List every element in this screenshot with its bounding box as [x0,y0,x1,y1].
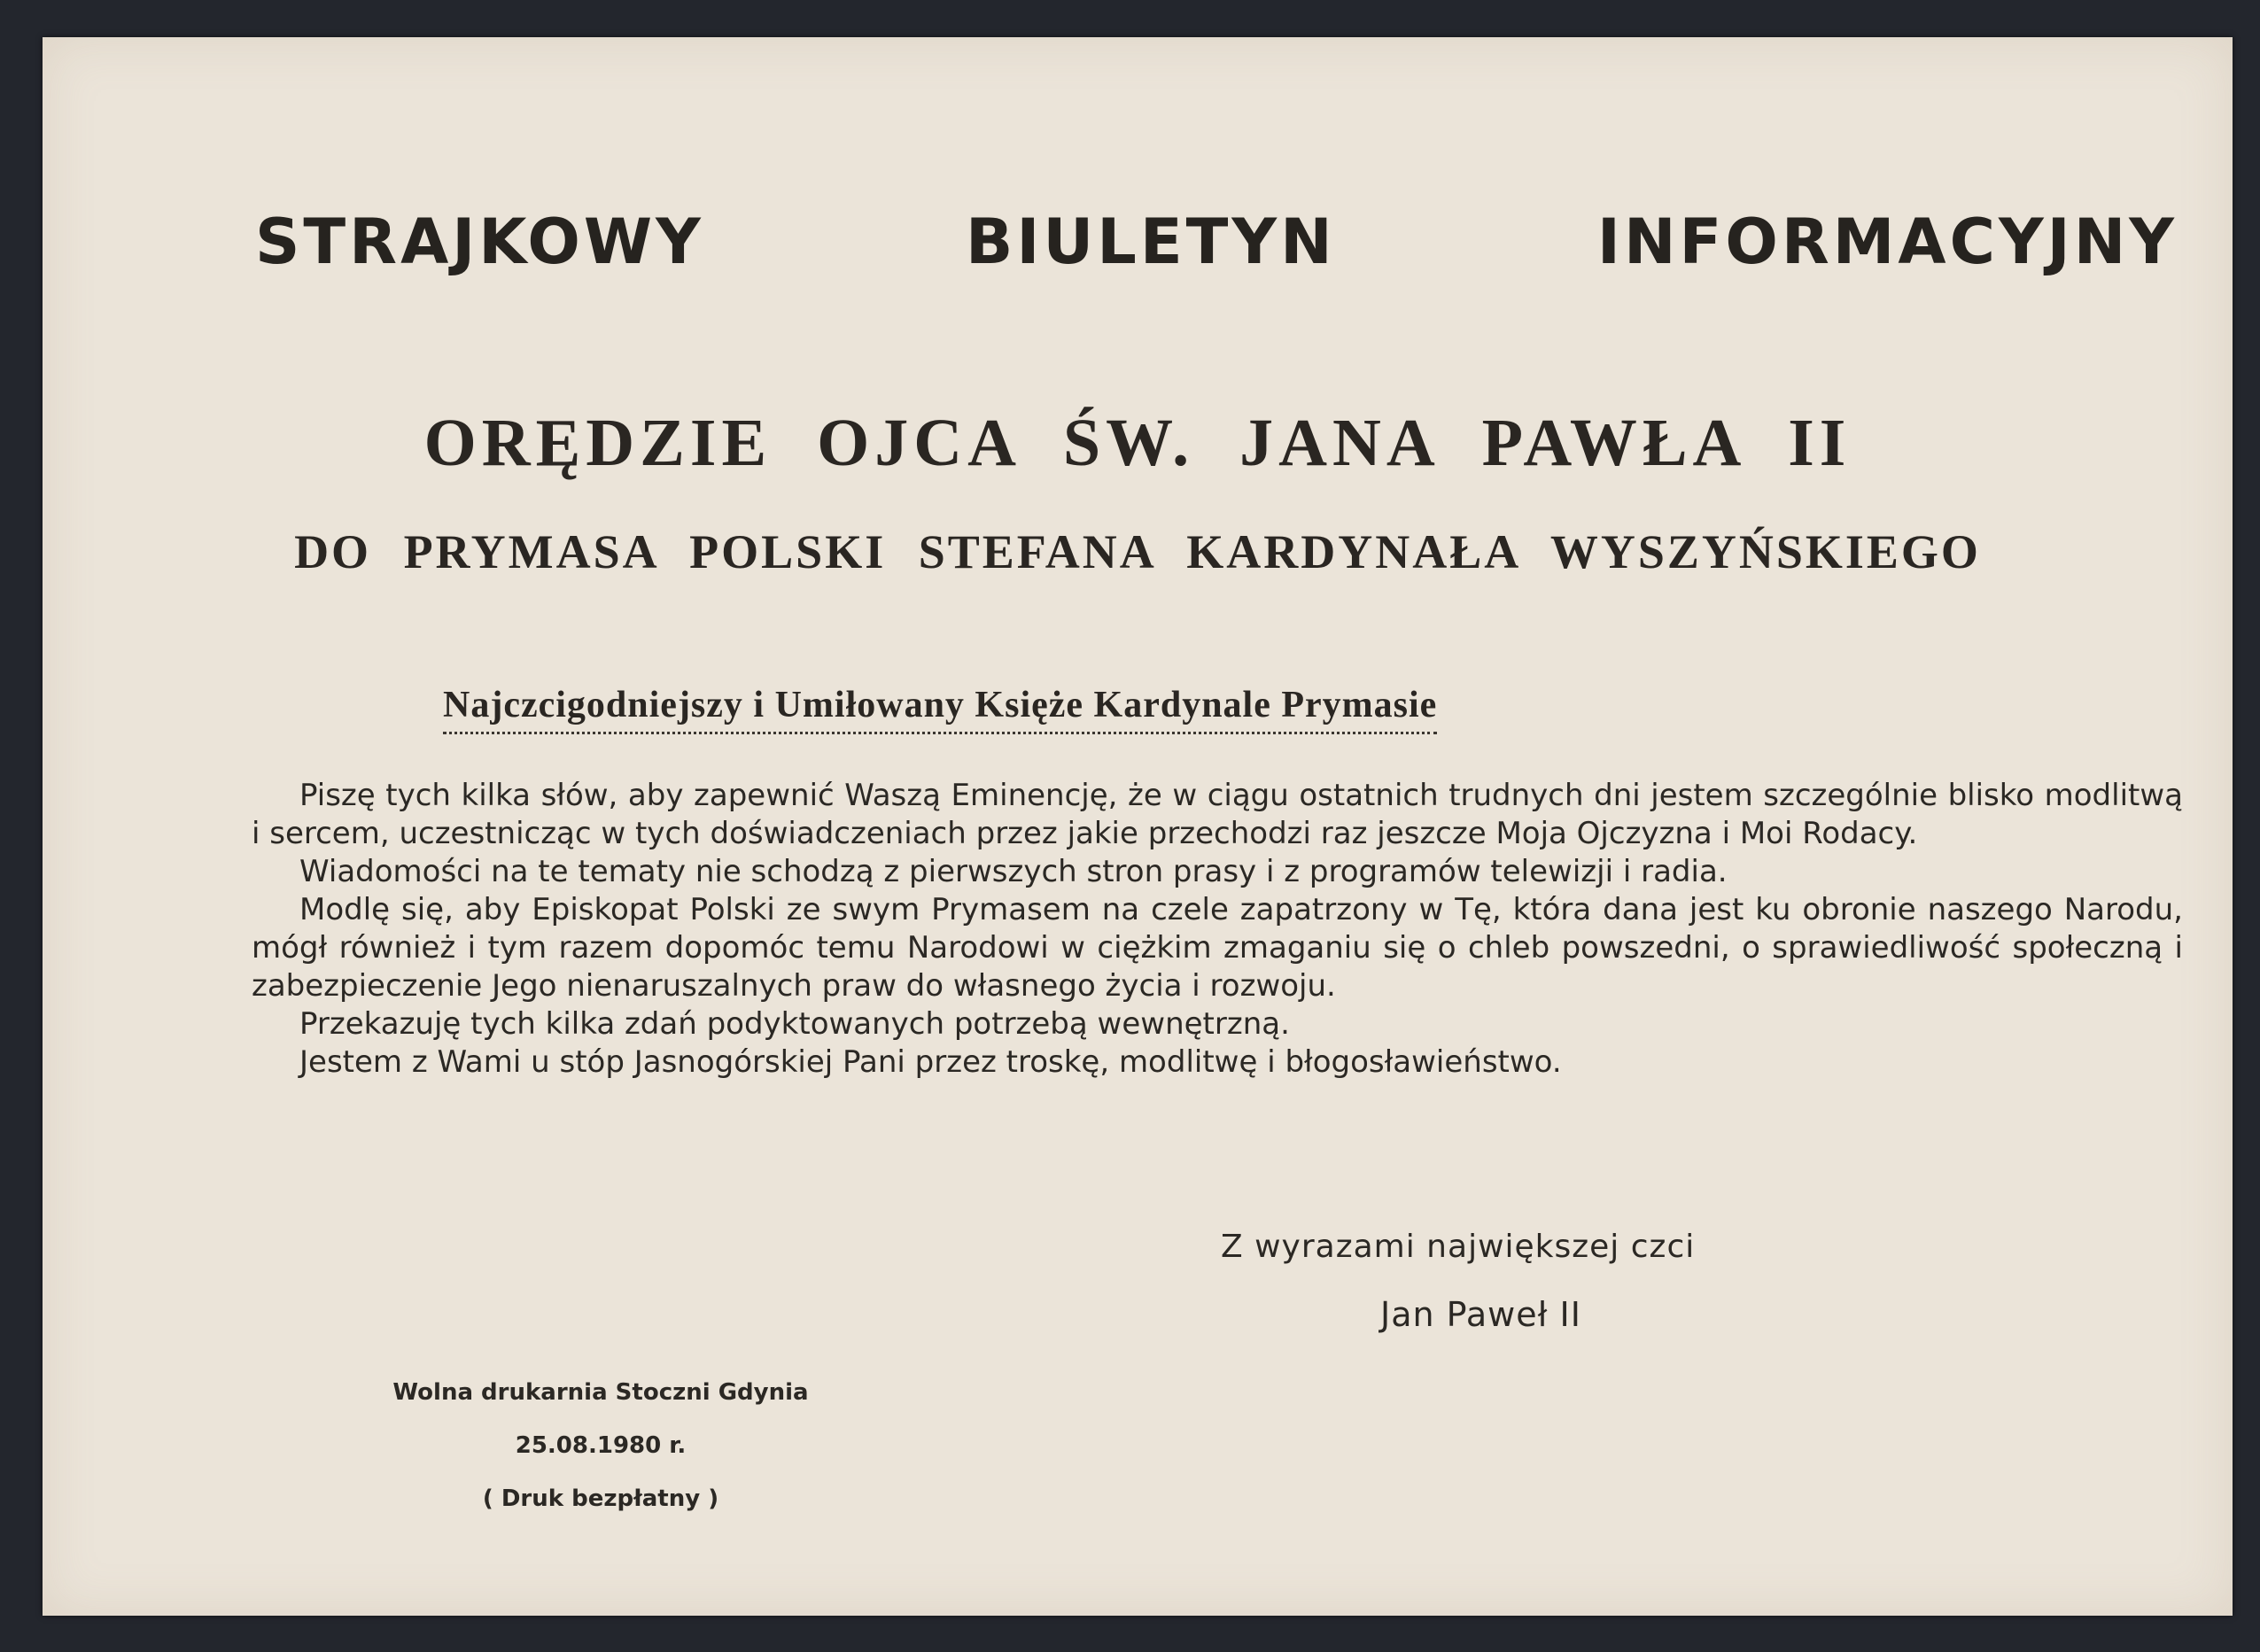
letter-paragraph: Jestem z Wami u stóp Jasnogórskiej Pani przez troskę, modlitwę i błogosławieństwo. [299,1044,1562,1080]
document-title: ORĘDZIE OJCA ŚW. JANA PAWŁA II [423,406,1852,480]
header-word-strajkowy: STRAJKOWY [255,206,704,278]
header-word-biuletyn: BIULETYN [966,206,1336,278]
footer-printer: Wolna drukarnia Stoczni Gdynia [392,1379,809,1406]
signature: Jan Paweł II [1380,1295,1581,1334]
footer-date: 25.08.1980 r. [515,1432,687,1459]
letter-paragraph: Przekazuję tych kilka zdań podyktowanych potrzebą wewnętrzną. [299,1006,1290,1042]
document-sheet [43,37,2233,1616]
bulletin-header [255,206,2178,278]
letter-paragraph: Wiadomości na te tematy nie schodzą z pierwszych stron prasy i z programów telewizji i radia. [299,854,1728,889]
closing-line: Z wyrazami największej czci [1221,1229,1696,1265]
header-word-informacyjny: INFORMACYJNY [1596,206,2178,278]
print-footer [335,1379,866,1539]
letter-body [252,777,2183,1082]
letter-paragraph: Piszę tych kilka słów, aby zapewnić Waszą Eminencję, że w ciągu ostatnich trudnych dni jestem szczególnie blisko modlitwą i sercem, uczestnicząc w tych doświadczeniach przez jakie przechodzi raz jeszcze Moja Ojczyzna i Moi Rodacy. [252,778,2183,851]
document-subtitle: DO PRYMASA POLSKI STEFANA KARDYNAŁA WYSZYŃSKIEGO [294,525,1981,578]
footer-note: ( Druk bezpłatny ) [482,1485,719,1512]
letter-paragraph: Modlę się, aby Episkopat Polski ze swym Prymasem na czele zapatrzony w Tę, która dana jest ku obronie naszego Narodu, mógł również i tym razem dopomóc temu Narodowi w ciężkim zmaganiu się o chleb powszedni, o sprawiedliwość społeczną i zabezpieczenie Jego nienaruszalnych praw do własnego życia i rozwoju. [252,892,2183,1004]
salutation: Najczcigodniejszy i Umiłowany Księże Kardynale Prymasie [443,684,1437,734]
